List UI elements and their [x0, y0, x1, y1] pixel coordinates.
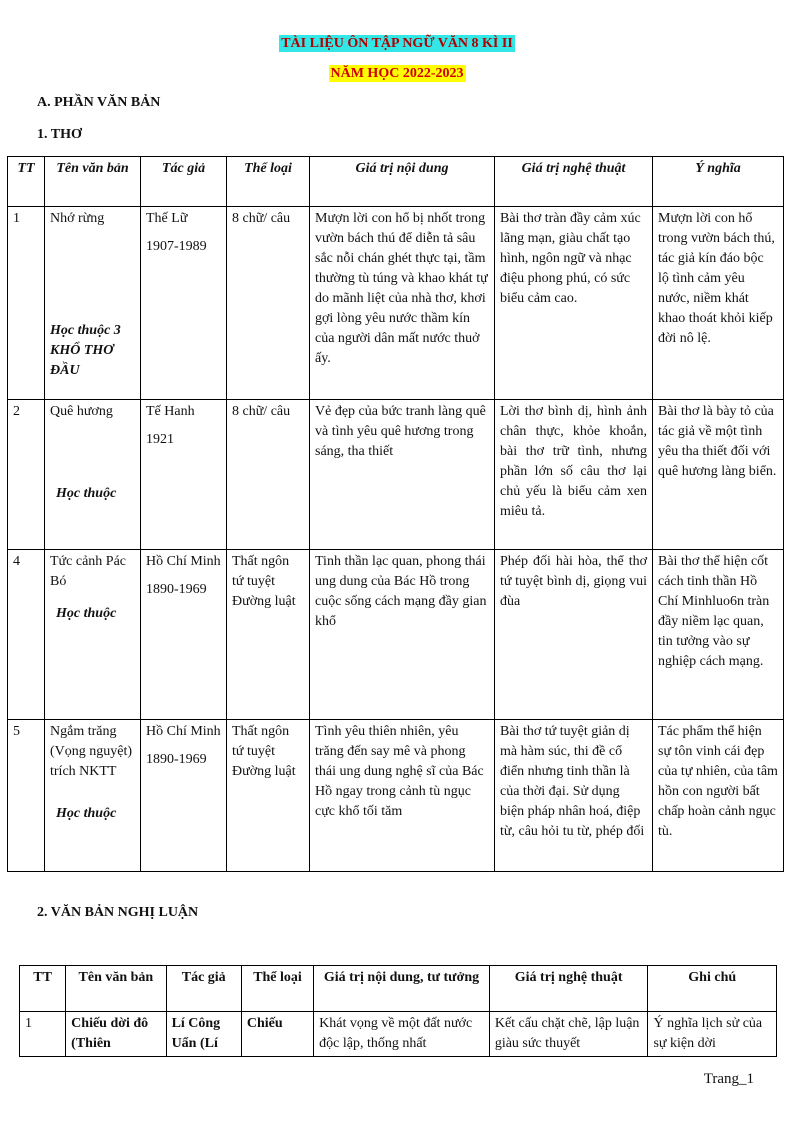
author-years: 1907-1989: [146, 239, 207, 254]
row-number: 1: [20, 1012, 66, 1057]
poem-title: Tức cảnh Pác Bó: [50, 554, 126, 589]
poem-title: Nhớ rừng: [50, 211, 105, 226]
author-cell: Lí Công Uẩn (Lí: [166, 1012, 241, 1057]
poem-title-cell: [45, 207, 141, 400]
table-row: [8, 207, 784, 400]
argument-table: [19, 965, 777, 1057]
row-number: 4: [8, 550, 45, 720]
memorize-note: Học thuộc: [56, 486, 117, 501]
memorize-note: Học thuộc: [56, 806, 117, 821]
art-cell: Bài thơ tràn đầy cảm xúc lãng mạn, giàu chất tạo hình, ngôn ngữ và nhạc điệu phong phú, có sức biểu cảm cao.: [495, 207, 653, 400]
school-year: NĂM HỌC 2022-2023: [330, 66, 464, 81]
note-cell: Ý nghĩa lịch sử của sự kiện dời: [648, 1012, 777, 1057]
poem-title: Ngắm trăng (Vọng nguyệt) trích NKTT: [50, 724, 133, 779]
col-header-content: Giá trị nội dung, tư tưởng: [314, 966, 490, 1012]
author-name: Hồ Chí Minh: [146, 554, 221, 569]
author-years: 1890-1969: [146, 752, 207, 767]
poem-title-cell: [45, 400, 141, 550]
genre-cell: Thất ngôn tứ tuyệt Đường luật: [227, 550, 310, 720]
row-number: 2: [8, 400, 45, 550]
table-row: [8, 400, 784, 550]
table-row: [8, 720, 784, 872]
col-header-meaning: Ý nghĩa: [653, 157, 784, 207]
poem-title: Quê hương: [50, 404, 113, 419]
table-header-row: [8, 157, 784, 207]
meaning-cell: Bài thơ là bày tỏ của tác giả về một tình yêu tha thiết đối với quê hương làng biển.: [653, 400, 784, 550]
col-header-note: Ghi chú: [648, 966, 777, 1012]
col-header-tt: TT: [20, 966, 66, 1012]
col-header-tt: TT: [8, 157, 45, 207]
memorize-note: Học thuộc: [56, 606, 117, 621]
col-header-author: Tác giả: [166, 966, 241, 1012]
author-name: Hồ Chí Minh: [146, 724, 221, 739]
content-cell: Mượn lời con hổ bị nhốt trong vườn bách thú để diễn tả sâu sắc nỗi chán ghét thực tại, tầm thường tù túng và khao khát tự do mãnh liệt của nhà thơ, khơi gợi lòng yêu nước thầm kín của người dân mất nước thuở ấy.: [310, 207, 495, 400]
col-header-genre: Thể loại: [241, 966, 313, 1012]
author-years: 1921: [146, 432, 174, 447]
genre-cell: 8 chữ/ câu: [227, 207, 310, 400]
genre-cell: Thất ngôn tứ tuyệt Đường luật: [227, 720, 310, 872]
meaning-cell: Bài thơ thể hiện cốt cách tinh thần Hồ Chí Minhluo6n tràn đầy niềm lạc quan, tin tưởng vào sự nghiệp cách mạng.: [653, 550, 784, 720]
row-number: 1: [8, 207, 45, 400]
table-row: [8, 550, 784, 720]
row-number: 5: [8, 720, 45, 872]
memorize-note: Học thuộc 3 KHỔ THƠ ĐẦU: [50, 323, 121, 378]
text-title-cell: Chiếu dời đô (Thiên: [66, 1012, 166, 1057]
meaning-cell: Tác phẩm thể hiện sự tôn vinh cái đẹp của tự nhiên, của tâm hồn con người bất chấp hoàn cảnh ngục tù.: [653, 720, 784, 872]
document-title: TÀI LIỆU ÔN TẬP NGỮ VĂN 8 KÌ II: [281, 36, 513, 51]
col-header-title: Tên văn bản: [45, 157, 141, 207]
poem-title-cell: [45, 720, 141, 872]
author-name: Tế Hanh: [146, 404, 195, 419]
genre-cell: Chiếu: [241, 1012, 313, 1057]
col-header-genre: Thể loại: [227, 157, 310, 207]
art-cell: Phép đối hài hòa, thể thơ tứ tuyệt bình dị, giọng vui đùa: [495, 550, 653, 720]
author-cell: [141, 720, 227, 872]
author-cell: [141, 400, 227, 550]
art-cell: Bài thơ tứ tuyệt giản dị mà hàm súc, thi đề cổ điển nhưng tinh thần là của thời đại. Sử dụng biện pháp nhân hoá, điệp từ, câu hỏi tu từ, phép đối: [495, 720, 653, 872]
author-years: 1890-1969: [146, 582, 207, 597]
content-cell: Tinh thần lạc quan, phong thái ung dung của Bác Hồ trong cuộc sống cách mạng đầy gian khổ: [310, 550, 495, 720]
col-header-title: Tên văn bản: [66, 966, 166, 1012]
author-name: Thế Lữ: [146, 211, 188, 226]
section-1-heading: 1. THƠ: [37, 127, 82, 142]
content-cell: Vẻ đẹp của bức tranh làng quê và tình yêu quê hương trong sáng, tha thiết: [310, 400, 495, 550]
poem-title-cell: [45, 550, 141, 720]
genre-cell: 8 chữ/ câu: [227, 400, 310, 550]
col-header-content: Giá trị nội dung: [310, 157, 495, 207]
art-cell: Lời thơ bình dị, hình ảnh chân thực, khỏe khoắn, bài thơ trữ tình, nhưng phần lớn số câu thơ lại chủ yếu là biểu cảm xen miêu tả.: [495, 400, 653, 550]
section-a-heading: A. PHẦN VĂN BẢN: [37, 95, 161, 110]
content-cell: Tình yêu thiên nhiên, yêu trăng đến say mê và phong thái ung dung nghệ sĩ của Bác Hồ ngay trong cảnh tù ngục cực khổ tối tăm: [310, 720, 495, 872]
content-cell: Khát vọng về một đất nước độc lập, thống nhất: [314, 1012, 490, 1057]
col-header-art: Giá trị nghệ thuật: [495, 157, 653, 207]
table-header-row: [20, 966, 777, 1012]
art-cell: Kết cấu chặt chẽ, lập luận giàu sức thuyết: [489, 1012, 648, 1057]
author-cell: [141, 207, 227, 400]
poetry-table: [7, 156, 784, 872]
section-2-heading: 2. VĂN BẢN NGHỊ LUẬN: [37, 905, 199, 920]
col-header-author: Tác giả: [141, 157, 227, 207]
author-cell: [141, 550, 227, 720]
col-header-art: Giá trị nghệ thuật: [489, 966, 648, 1012]
meaning-cell: Mượn lời con hổ trong vườn bách thú, tác giả kín đáo bộc lộ tình cảm yêu nước, niềm khát khao thoát khỏi kiếp đời nô lệ.: [653, 207, 784, 400]
page-number: Trang_1: [703, 1071, 754, 1087]
table-row: [20, 1012, 777, 1057]
